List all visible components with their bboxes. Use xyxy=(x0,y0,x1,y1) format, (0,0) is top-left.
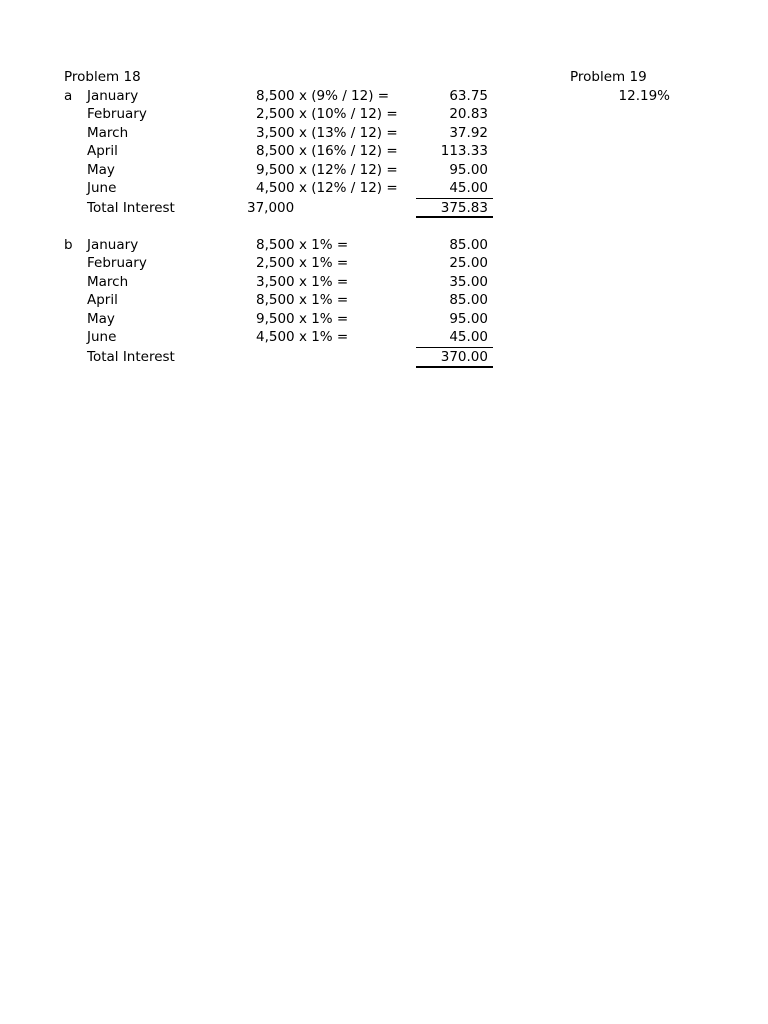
part-b-amount: 25.00 xyxy=(449,255,488,271)
part-a-month: February xyxy=(87,106,147,122)
problem-19-title: Problem 19 xyxy=(570,69,647,85)
part-b-total-label: Total Interest xyxy=(87,349,175,365)
part-a-label: a xyxy=(64,88,73,104)
part-b-formula: 3,500 x 1% = xyxy=(256,274,349,290)
part-b-month: February xyxy=(87,255,147,271)
part-b-amount: 45.00 xyxy=(449,329,488,345)
part-b-total-amount: 370.00 xyxy=(440,349,488,365)
part-a-amount: 20.83 xyxy=(449,106,488,122)
part-b-amount: 85.00 xyxy=(449,292,488,308)
part-b-formula: 4,500 x 1% = xyxy=(256,329,349,345)
part-a-amount: 37.92 xyxy=(449,125,488,141)
part-b-amount: 35.00 xyxy=(449,274,488,290)
part-a-month: May xyxy=(87,162,115,178)
part-b-formula: 2,500 x 1% = xyxy=(256,255,349,271)
part-a-amount: 63.75 xyxy=(449,88,488,104)
part-b-total-double-rule xyxy=(416,366,493,368)
part-b-month: January xyxy=(87,237,139,253)
problem-18-title: Problem 18 xyxy=(64,69,141,85)
part-b-month: May xyxy=(87,311,115,327)
part-a-formula: 8,500 x (16% / 12) = xyxy=(256,143,398,159)
part-a-amount: 95.00 xyxy=(449,162,488,178)
part-b-month: June xyxy=(87,329,117,345)
part-a-formula: 8,500 x (9% / 12) = xyxy=(256,88,390,104)
part-a-formula: 2,500 x (10% / 12) = xyxy=(256,106,398,122)
part-a-formula: 4,500 x (12% / 12) = xyxy=(256,180,398,196)
part-a-month: April xyxy=(87,143,118,159)
part-a-formula: 3,500 x (13% / 12) = xyxy=(256,125,398,141)
part-a-month: March xyxy=(87,125,129,141)
part-a-month: January xyxy=(87,88,139,104)
problem-19-answer: 12.19% xyxy=(618,88,670,104)
part-a-month: June xyxy=(87,180,117,196)
part-b-amount: 85.00 xyxy=(449,237,488,253)
part-b-month: March xyxy=(87,274,129,290)
part-a-formula: 9,500 x (12% / 12) = xyxy=(256,162,398,178)
part-b-formula: 8,500 x 1% = xyxy=(256,292,349,308)
part-a-total-amount: 375.83 xyxy=(440,200,488,216)
part-b-month: April xyxy=(87,292,118,308)
part-a-total-principal: 37,000 xyxy=(247,200,295,216)
part-a-amount: 45.00 xyxy=(449,180,488,196)
part-b-amount: 95.00 xyxy=(449,311,488,327)
part-b-formula: 8,500 x 1% = xyxy=(256,237,349,253)
part-a-total-double-rule xyxy=(416,216,493,218)
part-b-formula: 9,500 x 1% = xyxy=(256,311,349,327)
part-a-total-label: Total Interest xyxy=(87,200,175,216)
part-b-label: b xyxy=(64,237,73,253)
part-a-amount: 113.33 xyxy=(440,143,488,159)
